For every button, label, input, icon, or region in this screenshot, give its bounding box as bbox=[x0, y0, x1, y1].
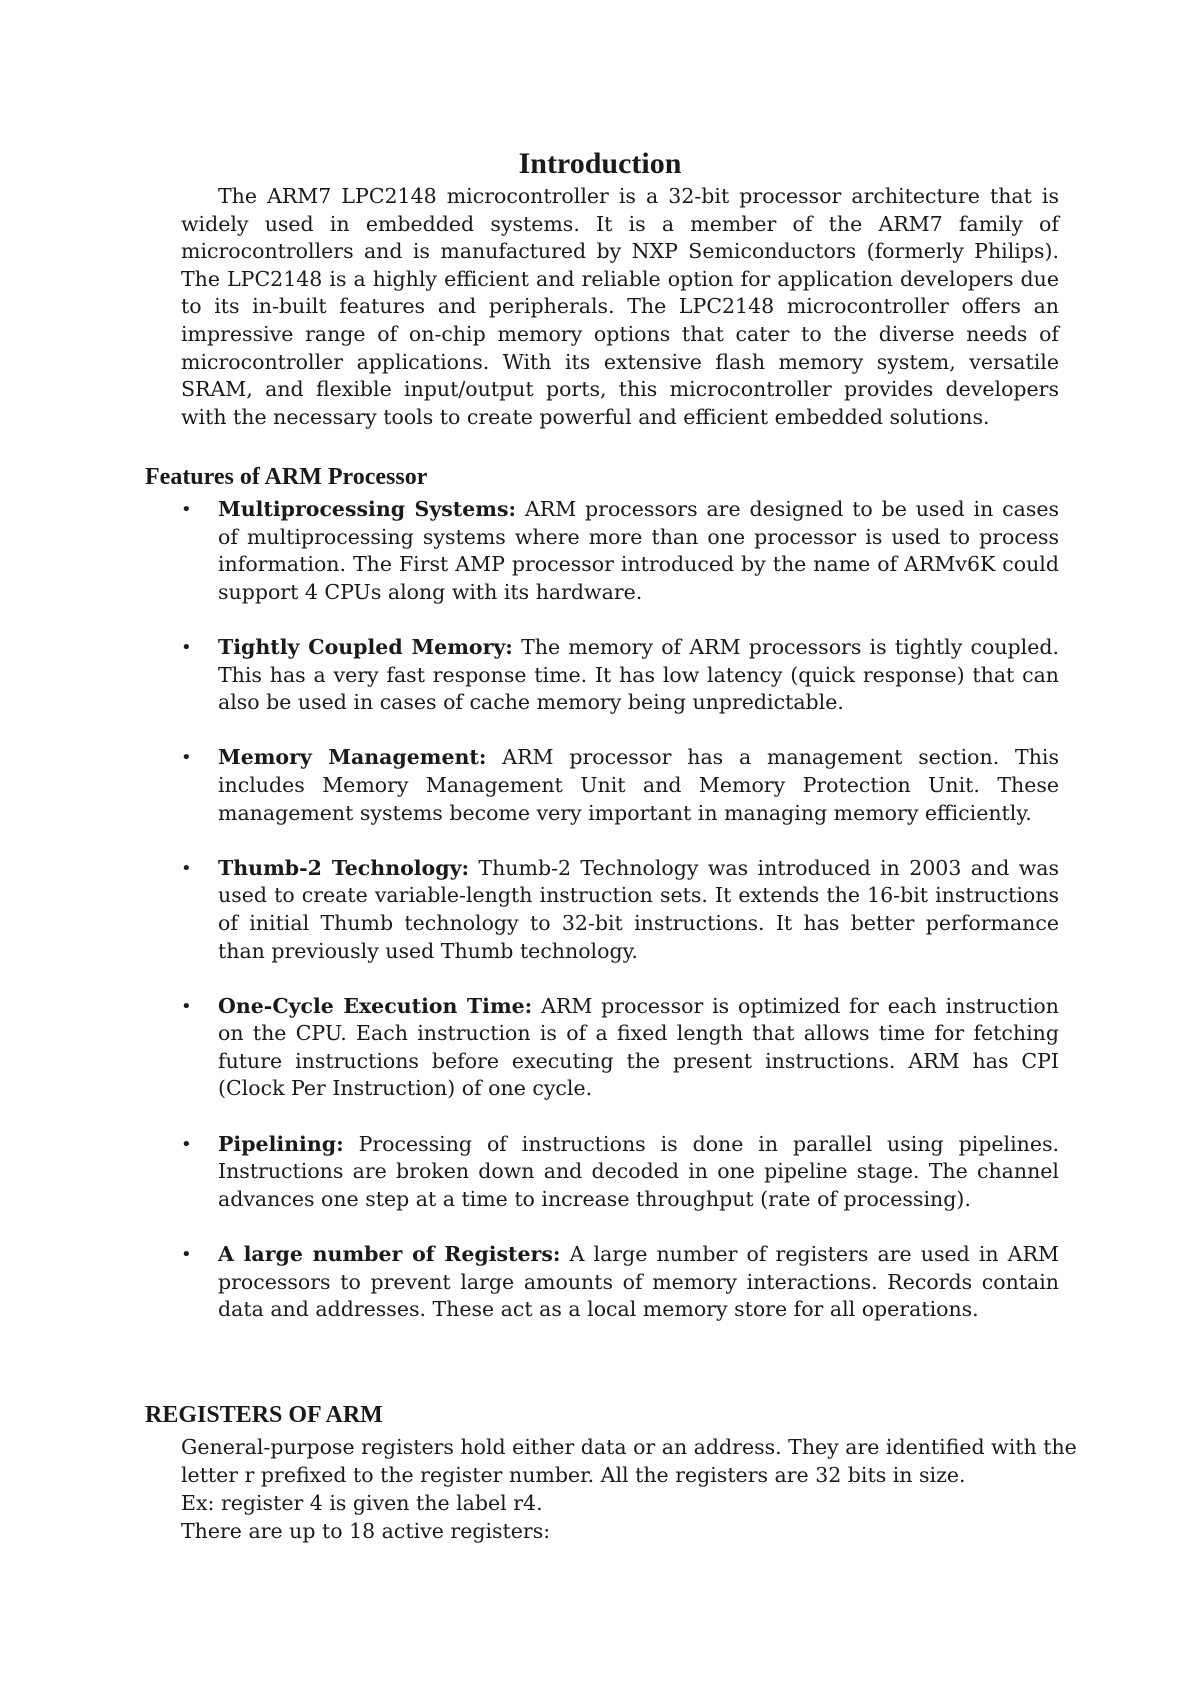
feature-item-registers bbox=[181, 1241, 1059, 1324]
feature-item-pipelining bbox=[181, 1131, 1059, 1214]
intro-paragraph: The ARM7 LPC2148 microcontroller is a 32-bit processor architecture that is widely used in embedded systems. It is a member of the ARM7 family of microcontrollers and is manufactured by NXP Semiconductors (formerly Philips). The LPC2148 is a highly efficient and reliable option for application developers due to its in-built features and peripherals. The LPC2148 microcontroller offers an impressive range of on-chip memory options that cater to the diverse needs of microcontroller applications. With its extensive flash memory system, versatile SRAM, and flexible input/output ports, this microcontroller provides developers with the necessary tools to create powerful and efficient embedded solutions. bbox=[181, 184, 1059, 429]
bullet-icon: • bbox=[181, 1133, 192, 1155]
feature-text: ARM processors are designed to be used in cases of multiprocessing systems where more than one processor is used to process information. The First AMP processor introduced by the name of ARMv6K could support 4 CPUs along with its hardware. bbox=[218, 497, 1059, 604]
feature-text: ARM processor has a management section. This includes Memory Management Unit and Memory Protection Unit. These management systems become very important in managing memory efficiently. bbox=[218, 745, 1059, 825]
feature-text: The memory of ARM processors is tightly coupled. This has a very fast response time. It has low latency (quick response) that can also be used in cases of cache memory being unpredictable. bbox=[218, 634, 1059, 715]
bullet-icon: • bbox=[181, 747, 192, 769]
features-heading: Features of ARM Processor bbox=[145, 464, 428, 490]
registers-example-line: Ex: register 4 is given the label r4. bbox=[181, 1491, 543, 1515]
feature-item-tightly-coupled-memory bbox=[181, 634, 1059, 717]
bullet-icon: • bbox=[181, 995, 192, 1017]
bullet-icon: • bbox=[181, 499, 192, 520]
page-title: Introduction bbox=[518, 147, 682, 180]
feature-text: Thumb-2 Technology was introduced in 2003 and was used to create variable-length instruction sets. It extends the 16-bit instructions of initial Thumb technology to 32-bit instructions. It has better performance than previously used Thumb technology. bbox=[218, 855, 1059, 963]
feature-name: Memory Management: bbox=[218, 745, 487, 770]
bullet-icon: • bbox=[181, 636, 192, 658]
registers-line: General-purpose registers hold either data or an address. They are identified with the bbox=[181, 1435, 1077, 1459]
registers-heading: REGISTERS OF ARM bbox=[145, 1402, 383, 1428]
registers-line: letter r prefixed to the register number. All the registers are 32 bits in size. bbox=[181, 1463, 966, 1487]
feature-name: Tightly Coupled Memory: bbox=[218, 634, 513, 659]
feature-name: A large number of Registers: bbox=[218, 1242, 561, 1267]
feature-name: Thumb-2 Technology: bbox=[218, 855, 470, 880]
feature-item-memory-management bbox=[181, 744, 1059, 827]
registers-line: There are up to 18 active registers: bbox=[181, 1519, 551, 1543]
feature-text: ARM processor is optimized for each instruction on the CPU. Each instruction is of a fixed length that allows time for fetching future instructions before executing the present instructions. ARM has CPI (Clock Per Instruction) of one cycle. bbox=[218, 993, 1059, 1101]
feature-item-one-cycle-execution bbox=[181, 993, 1059, 1103]
feature-name: Pipelining: bbox=[218, 1131, 344, 1156]
bullet-icon: • bbox=[181, 857, 192, 879]
features-list bbox=[181, 496, 1059, 1351]
feature-text: Processing of instructions is done in parallel using pipelines. Instructions are broken down and decoded in one pipeline stage. The channel advances one step at a time to increase throughput (rate of processing). bbox=[218, 1131, 1059, 1211]
feature-item-thumb-2 bbox=[181, 855, 1059, 965]
feature-name: One-Cycle Execution Time: bbox=[218, 993, 533, 1018]
feature-text: A large number of registers are used in ARM processors to prevent large amounts of memory interactions. Records contain data and addresses. These act as a local memory store for all operations. bbox=[218, 1242, 1059, 1322]
feature-item-multiprocessing bbox=[181, 496, 1059, 606]
registers-paragraph bbox=[181, 1433, 1081, 1545]
bullet-icon: • bbox=[181, 1244, 192, 1266]
feature-name: Multiprocessing Systems: bbox=[218, 497, 517, 521]
